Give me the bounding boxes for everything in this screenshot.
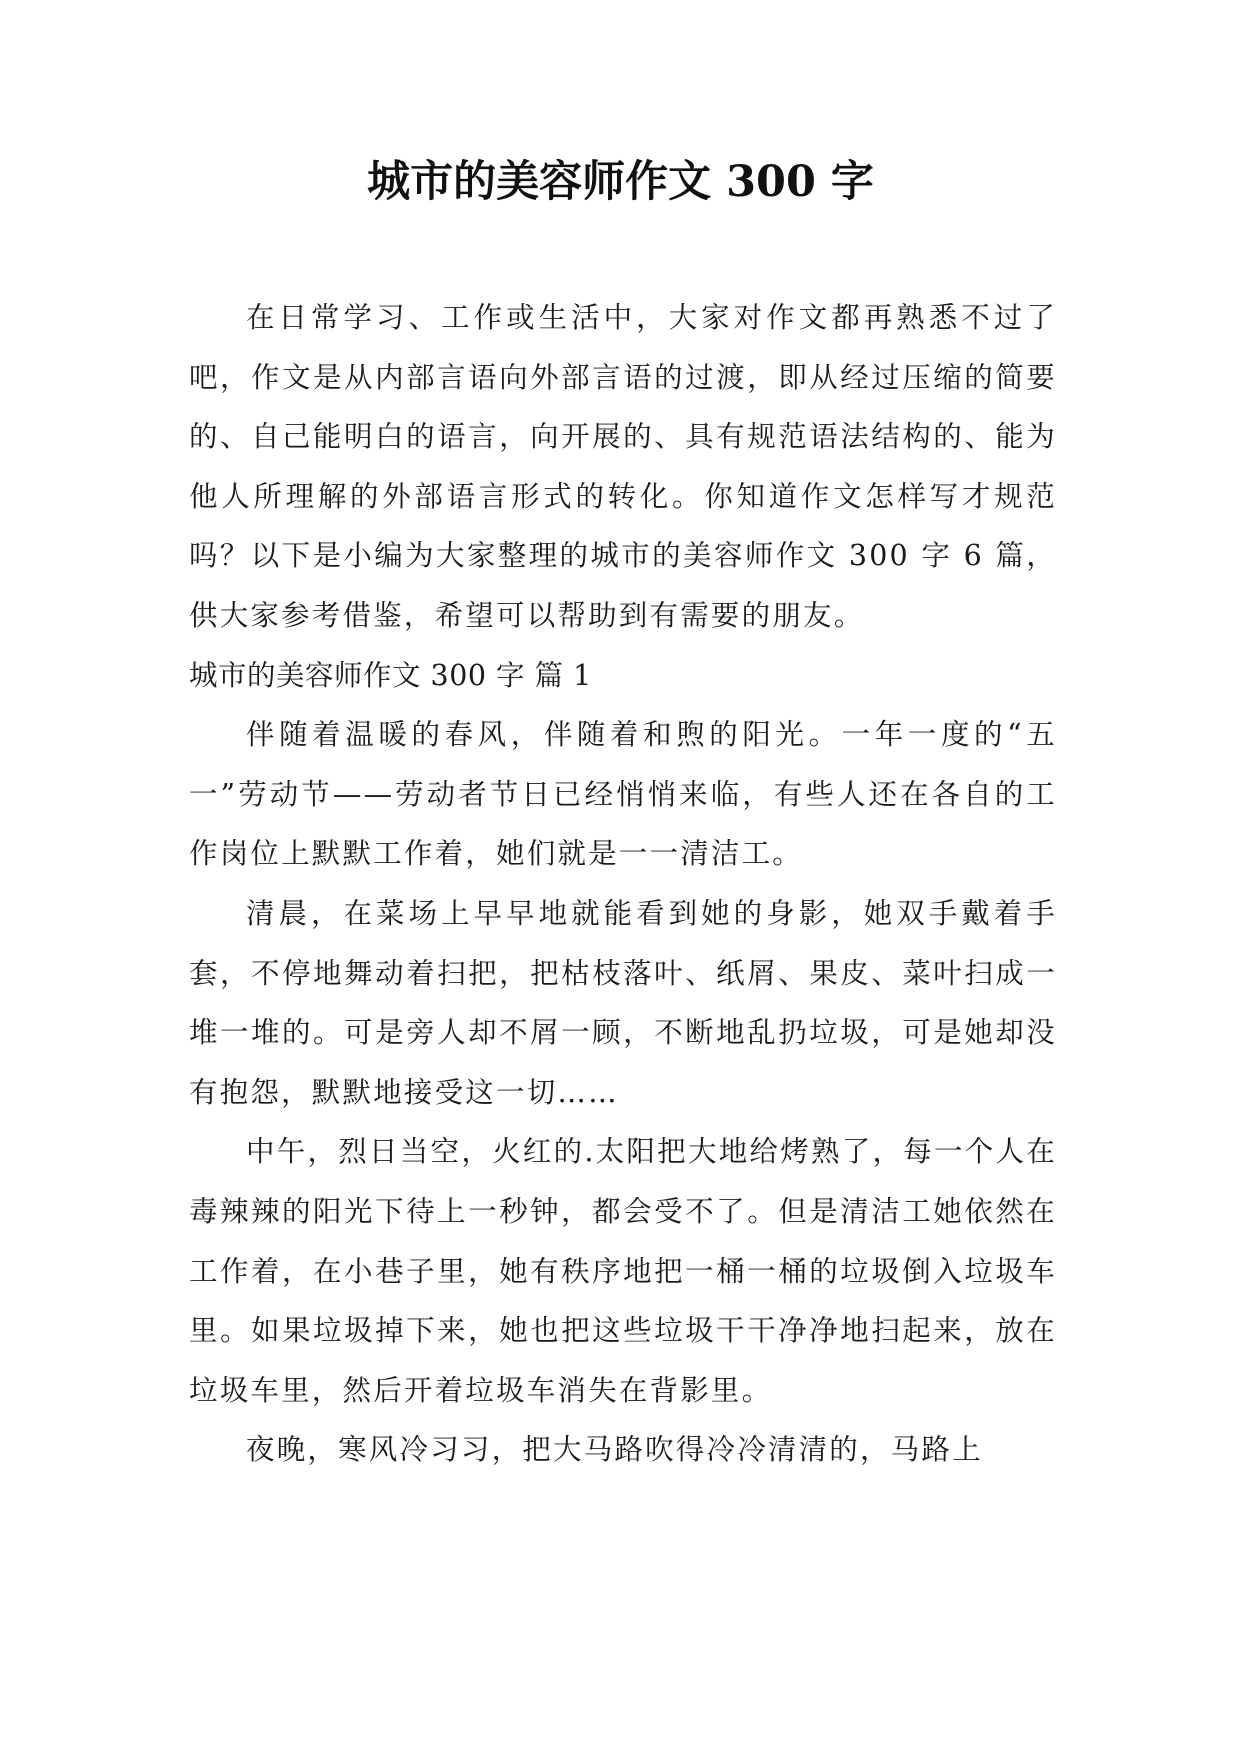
document-body (189, 288, 1057, 1480)
paragraph: 夜晚，寒风冷习习，把大马路吹得冷冷清清的，马路上 (246, 1433, 983, 1467)
document-title: 城市的美容师作文 300 字 (367, 157, 874, 207)
paragraph: 清晨，在菜场上早早地就能看到她的身影，她双手戴着手套，不停地舞动着扫把，把枯枝落叶、纸屑、果皮、菜叶扫成一堆一堆的。可是旁人却不屑一顾，不断地乱扔垃圾，可是她却没有抱怨，默默地接受这一切…… (189, 896, 1057, 1109)
paragraph: 中午，烈日当空，火红的.太阳把大地给烤熟了，每一个人在毒辣辣的阳光下待上一秒钟，都会受不了。但是清洁工她依然在工作着，在小巷子里，她有秩序地把一桶一桶的垃圾倒入垃圾车里。如果垃圾掉下来，她也把这些垃圾干干净净地扫起来，放在垃圾车里，然后开着垃圾车消失在背影里。 (189, 1135, 1057, 1407)
section-heading: 城市的美容师作文 300 字 篇 1 (189, 658, 592, 692)
paragraph-intro: 在日常学习、工作或生活中，大家对作文都再熟悉不过了吧，作文是从内部言语向外部言语的过渡，即从经过压缩的简要的、自己能明白的语言，向开展的、具有规范语法结构的、能为他人所理解的外部语言形式的转化。你知道作文怎样写才规范吗？以下是小编为大家整理的城市的美容师作文 300 字 6 篇，供大家参考借鉴，希望可以帮助到有需要的朋友。 (189, 301, 1057, 632)
paragraph: 伴随着温暖的春风，伴随着和煦的阳光。一年一度的“五一”劳动节——劳动者节日已经悄悄来临，有些人还在各自的工作岗位上默默工作着，她们就是一一清洁工。 (189, 718, 1057, 871)
